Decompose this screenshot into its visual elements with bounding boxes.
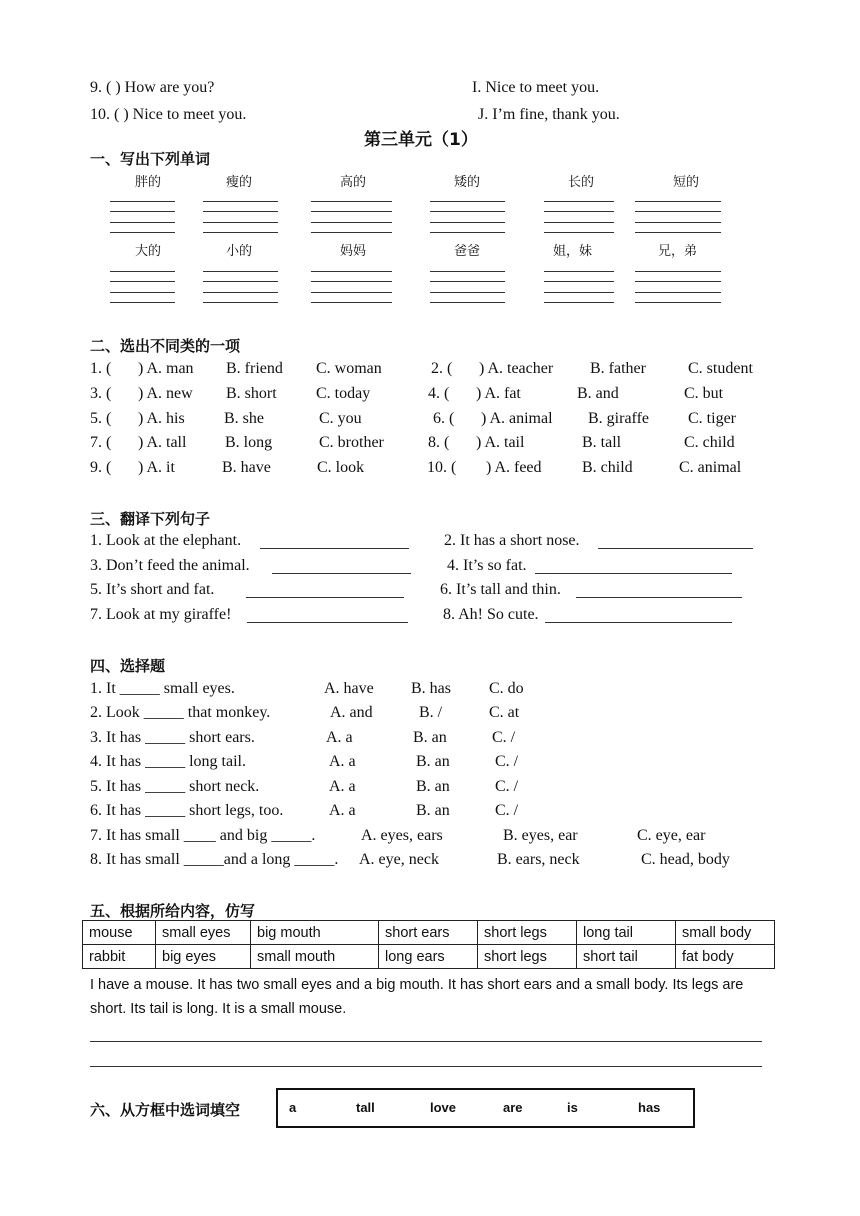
option-b: B. ears, neck	[497, 851, 580, 868]
word-bank-word: tall	[356, 1100, 375, 1115]
section-2-heading: 二、选出不同类的一项	[90, 337, 241, 355]
option-a: A. a	[329, 778, 356, 795]
option-a: ) A. it	[138, 459, 175, 476]
table-cell: big mouth	[251, 921, 379, 945]
option-a: ) A. his	[138, 410, 185, 427]
q-number: 2. (	[431, 360, 453, 377]
table-cell: small eyes	[156, 921, 251, 945]
question: 4. It has _____ long tail.	[90, 753, 246, 770]
word-bank-word: has	[638, 1100, 661, 1115]
option-b: B. an	[416, 778, 450, 795]
option-b: B. giraffe	[588, 410, 650, 427]
section-1-heading: 一、写出下列单词	[90, 150, 211, 168]
option-c: C. woman	[316, 360, 382, 377]
answer-line[interactable]	[247, 622, 408, 623]
q-number: 7. (	[90, 434, 112, 451]
table-cell: short legs	[478, 945, 577, 969]
table-cell: short ears	[379, 921, 478, 945]
match-option-i: I. Nice to meet you.	[472, 79, 600, 96]
sentence: 1. Look at the elephant.	[90, 532, 242, 549]
option-c: C. eye, ear	[637, 827, 706, 844]
word-prompt: 小的	[226, 244, 253, 259]
option-a: ) A. animal	[481, 410, 553, 427]
option-c: C. /	[495, 753, 519, 770]
unit-title: 第三单元（1）	[364, 130, 478, 150]
option-c: C. you	[319, 410, 362, 427]
word-prompt: 长的	[568, 175, 595, 190]
option-a: A. a	[326, 729, 353, 746]
option-a: ) A. tail	[476, 434, 525, 451]
q-number: 10. (	[427, 459, 457, 476]
option-a: ) A. fat	[476, 385, 521, 402]
word-bank-word: love	[430, 1100, 457, 1115]
word-prompt: 爸爸	[454, 244, 481, 259]
word-prompt: 胖的	[135, 175, 162, 190]
answer-line[interactable]	[576, 597, 742, 598]
table-cell: mouse	[83, 921, 156, 945]
table-cell: small body	[676, 921, 775, 945]
section-4-heading: 四、选择题	[90, 657, 166, 675]
option-b: B. an	[416, 753, 450, 770]
word-prompt: 矮的	[454, 175, 481, 190]
option-b: B. child	[582, 459, 633, 476]
q-number: 8. (	[428, 434, 450, 451]
option-c: C. student	[688, 360, 753, 377]
option-a: A. eye, neck	[359, 851, 439, 868]
word-prompt: 瘦的	[226, 175, 253, 190]
word-prompt: 姐，妹	[553, 244, 593, 259]
option-b: B. friend	[226, 360, 283, 377]
option-c: C. child	[684, 434, 735, 451]
option-b: B. tall	[582, 434, 622, 451]
option-c: C. but	[684, 385, 724, 402]
word-prompt: 大的	[135, 244, 162, 259]
option-c: C. /	[492, 729, 516, 746]
section-3-heading: 三、翻译下列句子	[90, 510, 211, 528]
option-b: B. long	[225, 434, 273, 451]
option-c: C. tiger	[688, 410, 736, 427]
table-cell: long tail	[577, 921, 676, 945]
word-prompt: 短的	[673, 175, 700, 190]
writing-line[interactable]	[90, 1041, 762, 1042]
q-number: 9. (	[90, 459, 112, 476]
option-b: B. /	[419, 704, 443, 721]
q-number: 5. (	[90, 410, 112, 427]
answer-line[interactable]	[545, 622, 732, 623]
table-cell: long ears	[379, 945, 478, 969]
question: 5. It has _____ short neck.	[90, 778, 260, 795]
option-b: B. and	[577, 385, 619, 402]
option-a: ) A. teacher	[479, 360, 554, 377]
table-cell: short legs	[478, 921, 577, 945]
option-a: ) A. new	[138, 385, 193, 402]
word-bank-box	[276, 1088, 695, 1128]
option-c: C. /	[495, 802, 519, 819]
match-option-j: J. I’m fine, thank you.	[478, 106, 620, 123]
option-b: B. an	[416, 802, 450, 819]
section-5-heading: 五、根据所给内容，仿写	[90, 902, 256, 920]
table-cell: short tail	[577, 945, 676, 969]
option-c: C. today	[316, 385, 371, 402]
option-a: A. a	[329, 753, 356, 770]
word-bank-word: is	[567, 1100, 578, 1115]
q-number: 4. (	[428, 385, 450, 402]
animal-feature-table	[82, 920, 775, 969]
word-prompt: 妈妈	[340, 244, 367, 259]
writing-line[interactable]	[90, 1066, 762, 1067]
option-b: B. father	[590, 360, 646, 377]
option-a: ) A. tall	[138, 434, 187, 451]
option-b: B. she	[224, 410, 264, 427]
option-c: C. head, body	[641, 851, 730, 868]
table-cell: small mouth	[251, 945, 379, 969]
option-a: ) A. feed	[486, 459, 542, 476]
question: 3. It has _____ short ears.	[90, 729, 255, 746]
option-c: C. at	[489, 704, 520, 721]
sentence: 7. Look at my giraffe!	[90, 606, 232, 623]
sentence: 8. Ah! So cute.	[443, 606, 539, 623]
option-b: B. have	[222, 459, 271, 476]
table-cell: rabbit	[83, 945, 156, 969]
option-c: C. animal	[679, 459, 742, 476]
answer-line[interactable]	[272, 573, 411, 574]
option-a: ) A. man	[138, 360, 194, 377]
answer-line[interactable]	[260, 548, 409, 549]
sentence: 3. Don’t feed the animal.	[90, 557, 250, 574]
option-b: B. has	[411, 680, 451, 697]
question: 1. It _____ small eyes.	[90, 680, 235, 697]
question: 6. It has _____ short legs, too.	[90, 802, 284, 819]
sentence: 5. It’s short and fat.	[90, 581, 215, 598]
match-item-10: 10. ( ) Nice to meet you.	[90, 106, 247, 123]
question: 8. It has small _____and a long _____.	[90, 851, 339, 868]
option-a: A. a	[329, 802, 356, 819]
option-b: B. short	[226, 385, 277, 402]
question: 2. Look _____ that monkey.	[90, 704, 271, 721]
word-bank-word: a	[289, 1100, 297, 1115]
answer-line[interactable]	[246, 597, 404, 598]
word-bank-word: are	[503, 1100, 523, 1115]
example-paragraph: I have a mouse. It has two small eyes and a big mouth. It has short ears and a small body. Its legs are short. Its tail is long. It is a small mouse.	[90, 977, 744, 1017]
option-b: B. eyes, ear	[503, 827, 578, 844]
question: 7. It has small ____ and big _____.	[90, 827, 316, 844]
option-c: C. do	[489, 680, 524, 697]
q-number: 6. (	[433, 410, 455, 427]
option-c: C. look	[317, 459, 365, 476]
sentence: 2. It has a short nose.	[444, 532, 580, 549]
word-prompt: 高的	[340, 175, 367, 190]
answer-line[interactable]	[535, 573, 732, 574]
option-a: A. have	[324, 680, 374, 697]
word-prompt: 兄，弟	[658, 244, 698, 259]
table-row	[83, 945, 775, 969]
match-item-9: 9. ( ) How are you?	[90, 79, 215, 96]
table-row	[83, 921, 775, 945]
table-cell: fat body	[676, 945, 775, 969]
sentence: 4. It’s so fat.	[447, 557, 527, 574]
option-c: C. brother	[319, 434, 384, 451]
option-a: A. and	[330, 704, 373, 721]
sentence: 6. It’s tall and thin.	[440, 581, 561, 598]
section-6-heading: 六、从方框中选词填空	[90, 1101, 241, 1119]
option-a: A. eyes, ears	[361, 827, 443, 844]
option-b: B. an	[413, 729, 447, 746]
q-number: 3. (	[90, 385, 112, 402]
q-number: 1. (	[90, 360, 112, 377]
answer-line[interactable]	[598, 548, 753, 549]
option-c: C. /	[495, 778, 519, 795]
table-cell: big eyes	[156, 945, 251, 969]
